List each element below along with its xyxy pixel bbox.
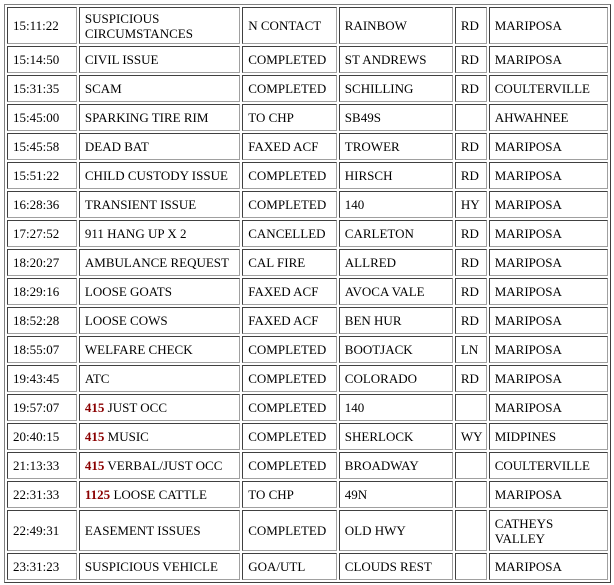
status-cell: CAL FIRE — [242, 249, 337, 276]
incident-type-cell — [79, 452, 240, 479]
status-cell: COMPLETED — [242, 162, 337, 189]
street-cell: TROWER — [339, 133, 453, 160]
street-suffix-cell: RD — [455, 133, 487, 160]
time-cell: 22:31:33 — [7, 481, 77, 508]
status-cell: COMPLETED — [242, 510, 337, 551]
street-cell: CLOUDS REST — [339, 553, 453, 580]
street-suffix-cell: RD — [455, 7, 487, 44]
status-cell: COMPLETED — [242, 394, 337, 421]
time-cell: 15:45:58 — [7, 133, 77, 160]
street-suffix-cell: RD — [455, 249, 487, 276]
street-cell: SB49S — [339, 104, 453, 131]
incident-type-cell: DEAD BAT — [79, 133, 240, 160]
table-row — [7, 394, 608, 421]
table-row — [7, 191, 608, 218]
time-cell: 19:43:45 — [7, 365, 77, 392]
status-cell: FAXED ACF — [242, 133, 337, 160]
incident-type-cell: LOOSE COWS — [79, 307, 240, 334]
time-cell: 16:28:36 — [7, 191, 77, 218]
penal-code: 1125 — [84, 487, 111, 502]
street-cell: CARLETON — [339, 220, 453, 247]
time-cell: 23:31:23 — [7, 553, 77, 580]
time-cell: 17:27:52 — [7, 220, 77, 247]
street-cell: SCHILLING — [339, 75, 453, 102]
penal-code: 415 — [84, 429, 105, 444]
street-cell: BEN HUR — [339, 307, 453, 334]
time-cell: 18:52:28 — [7, 307, 77, 334]
call-log-body — [7, 7, 608, 580]
street-suffix-cell: RD — [455, 220, 487, 247]
street-cell: SHERLOCK — [339, 423, 453, 450]
city-cell: MARIPOSA — [489, 220, 608, 247]
city-cell: MARIPOSA — [489, 553, 608, 580]
status-cell: COMPLETED — [242, 191, 337, 218]
call-log-table — [4, 4, 611, 583]
status-cell: N CONTACT — [242, 7, 337, 44]
incident-type-cell: WELFARE CHECK — [79, 336, 240, 363]
table-row — [7, 133, 608, 160]
table-row — [7, 75, 608, 102]
status-cell: COMPLETED — [242, 365, 337, 392]
table-row — [7, 510, 608, 551]
city-cell: MARIPOSA — [489, 307, 608, 334]
city-cell: MARIPOSA — [489, 191, 608, 218]
city-cell: MARIPOSA — [489, 394, 608, 421]
city-cell: COULTERVILLE — [489, 452, 608, 479]
street-suffix-cell: RD — [455, 75, 487, 102]
status-cell: COMPLETED — [242, 423, 337, 450]
incident-type-cell: 911 HANG UP X 2 — [79, 220, 240, 247]
time-cell: 15:11:22 — [7, 7, 77, 44]
table-row — [7, 336, 608, 363]
status-cell: FAXED ACF — [242, 307, 337, 334]
city-cell: CATHEYS VALLEY — [489, 510, 608, 551]
street-suffix-cell: LN — [455, 336, 487, 363]
city-cell: COULTERVILLE — [489, 75, 608, 102]
incident-type-cell: SUSPICIOUS CIRCUMSTANCES — [79, 7, 240, 44]
table-row — [7, 249, 608, 276]
incident-type-text: VERBAL/JUST OCC — [107, 458, 223, 473]
penal-code: 415 — [84, 400, 105, 415]
table-row — [7, 423, 608, 450]
street-cell: OLD HWY — [339, 510, 453, 551]
street-cell: COLORADO — [339, 365, 453, 392]
time-cell: 19:57:07 — [7, 394, 77, 421]
status-cell: COMPLETED — [242, 336, 337, 363]
incident-type-cell — [79, 394, 240, 421]
status-cell: FAXED ACF — [242, 278, 337, 305]
status-cell: CANCELLED — [242, 220, 337, 247]
street-suffix-cell: RD — [455, 365, 487, 392]
city-cell: MARIPOSA — [489, 46, 608, 73]
time-cell: 22:49:31 — [7, 510, 77, 551]
city-cell: MARIPOSA — [489, 162, 608, 189]
incident-type-cell — [79, 423, 240, 450]
city-cell: MARIPOSA — [489, 133, 608, 160]
street-cell: 140 — [339, 191, 453, 218]
table-row — [7, 307, 608, 334]
table-row — [7, 220, 608, 247]
time-cell: 18:20:27 — [7, 249, 77, 276]
street-cell: HIRSCH — [339, 162, 453, 189]
street-suffix-cell — [455, 104, 487, 131]
city-cell: MARIPOSA — [489, 278, 608, 305]
street-suffix-cell — [455, 553, 487, 580]
incident-type-cell: SUSPICIOUS VEHICLE — [79, 553, 240, 580]
street-suffix-cell — [455, 394, 487, 421]
city-cell: MARIPOSA — [489, 7, 608, 44]
time-cell: 15:14:50 — [7, 46, 77, 73]
city-cell: MARIPOSA — [489, 336, 608, 363]
status-cell: TO CHP — [242, 481, 337, 508]
table-row — [7, 46, 608, 73]
street-cell: 49N — [339, 481, 453, 508]
time-cell: 15:45:00 — [7, 104, 77, 131]
time-cell: 20:40:15 — [7, 423, 77, 450]
street-cell: AVOCA VALE — [339, 278, 453, 305]
status-cell: COMPLETED — [242, 452, 337, 479]
incident-type-cell — [79, 481, 240, 508]
incident-type-cell: AMBULANCE REQUEST — [79, 249, 240, 276]
street-cell: BROADWAY — [339, 452, 453, 479]
status-cell: TO CHP — [242, 104, 337, 131]
street-suffix-cell: RD — [455, 278, 487, 305]
time-cell: 18:29:16 — [7, 278, 77, 305]
city-cell: MARIPOSA — [489, 365, 608, 392]
street-suffix-cell: WY — [455, 423, 487, 450]
street-suffix-cell: RD — [455, 162, 487, 189]
street-suffix-cell — [455, 510, 487, 551]
street-suffix-cell: RD — [455, 46, 487, 73]
incident-type-text: MUSIC — [107, 429, 149, 444]
street-suffix-cell — [455, 452, 487, 479]
incident-type-cell: LOOSE GOATS — [79, 278, 240, 305]
incident-type-cell: CHILD CUSTODY ISSUE — [79, 162, 240, 189]
street-suffix-cell — [455, 481, 487, 508]
table-row — [7, 278, 608, 305]
status-cell: COMPLETED — [242, 46, 337, 73]
street-cell: 140 — [339, 394, 453, 421]
city-cell: AHWAHNEE — [489, 104, 608, 131]
time-cell: 21:13:33 — [7, 452, 77, 479]
incident-type-cell: SPARKING TIRE RIM — [79, 104, 240, 131]
street-cell: ALLRED — [339, 249, 453, 276]
street-cell: RAINBOW — [339, 7, 453, 44]
table-row — [7, 481, 608, 508]
incident-type-cell: SCAM — [79, 75, 240, 102]
street-suffix-cell: HY — [455, 191, 487, 218]
incident-type-text: JUST OCC — [107, 400, 168, 415]
city-cell: MARIPOSA — [489, 481, 608, 508]
incident-type-cell: TRANSIENT ISSUE — [79, 191, 240, 218]
incident-type-cell: EASEMENT ISSUES — [79, 510, 240, 551]
time-cell: 18:55:07 — [7, 336, 77, 363]
status-cell: GOA/UTL — [242, 553, 337, 580]
time-cell: 15:31:35 — [7, 75, 77, 102]
penal-code: 415 — [84, 458, 105, 473]
table-row — [7, 162, 608, 189]
street-cell: BOOTJACK — [339, 336, 453, 363]
table-row — [7, 104, 608, 131]
street-suffix-cell: RD — [455, 307, 487, 334]
street-cell: ST ANDREWS — [339, 46, 453, 73]
table-row — [7, 7, 608, 44]
table-row — [7, 365, 608, 392]
city-cell: MARIPOSA — [489, 249, 608, 276]
status-cell: COMPLETED — [242, 75, 337, 102]
incident-type-cell: CIVIL ISSUE — [79, 46, 240, 73]
table-row — [7, 553, 608, 580]
incident-type-cell: ATC — [79, 365, 240, 392]
time-cell: 15:51:22 — [7, 162, 77, 189]
city-cell: MIDPINES — [489, 423, 608, 450]
incident-type-text: LOOSE CATTLE — [113, 487, 207, 502]
table-row — [7, 452, 608, 479]
